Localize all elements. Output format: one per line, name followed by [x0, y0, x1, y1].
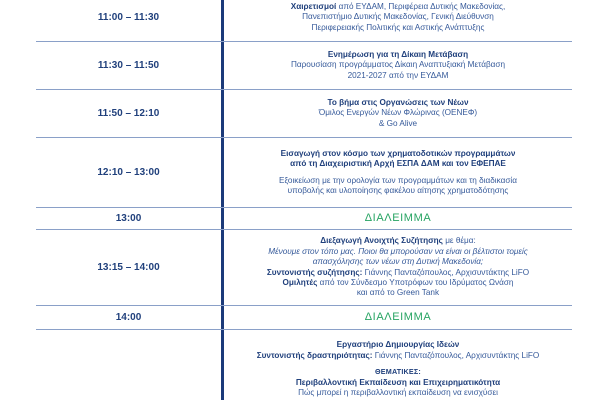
- schedule-time: [36, 330, 224, 400]
- schedule-row: [36, 0, 572, 42]
- break-title: ΔΙΑΛΕΙΜΜΑ: [364, 212, 432, 225]
- schedule-time: 14:00: [36, 306, 224, 329]
- content-line: [327, 98, 468, 108]
- content-text: Εξοικείωση με την ορολογία των προγραμμάτων και τη διαδικασία: [279, 175, 517, 185]
- schedule-content: [224, 306, 572, 329]
- content-line: [268, 247, 528, 257]
- schedule-row: [36, 208, 572, 230]
- content-line: [320, 236, 476, 246]
- schedule-time: 13:15 – 14:00: [36, 230, 224, 305]
- content-line: [281, 149, 516, 159]
- schedule-content: [224, 90, 572, 137]
- content-bold-text: Χαιρετισμοί: [290, 1, 337, 11]
- schedule-time: 11:00 – 11:30: [36, 0, 224, 41]
- content-line: [290, 159, 506, 169]
- content-bold-text: Συντονιστής δραστηριότητας:: [256, 350, 373, 360]
- content-line: [348, 71, 449, 81]
- content-line: [257, 351, 540, 361]
- content-bold-text: Διεξαγωγή Ανοιχτής Συζήτησης: [320, 236, 443, 246]
- content-line: [313, 257, 483, 267]
- content-line: [296, 378, 500, 388]
- content-text: Γιάννης Πανταζόπουλος, Αρχισυντάκτης LiFO: [372, 350, 540, 360]
- content-text: με θέμα:: [442, 236, 476, 246]
- content-bold-text: Εισαγωγή στον κόσμο των χρηματοδοτικών προγραμμάτων: [280, 148, 516, 158]
- content-line: [298, 388, 498, 398]
- schedule-row: [36, 230, 572, 306]
- schedule-row: [36, 42, 572, 90]
- content-text: Πανεπιστήμιο Δυτικής Μακεδονίας, Γενική Διεύθυνση: [302, 12, 494, 22]
- content-text: Όμιλος Ενεργών Νέων Φλώρινας (ΟΕΝΕΦ): [318, 108, 478, 118]
- schedule-time: 13:00: [36, 208, 224, 229]
- content-bold-text: Συντονιστής συζήτησης:: [266, 267, 363, 277]
- content-line: [337, 340, 460, 350]
- content-bold-text: Ενημέρωση για τη Δίκαιη Μετάβαση: [327, 49, 469, 59]
- content-bold-text: Το βήμα στις Οργανώσεις των Νέων: [327, 97, 469, 107]
- content-bold-text: Ομιλητές: [282, 277, 318, 287]
- content-line: [328, 50, 468, 60]
- schedule-row: [36, 330, 572, 400]
- schedule-row: [36, 138, 572, 208]
- content-line: [379, 119, 417, 129]
- content-text: 2021-2027 από την ΕΥΔΑΜ: [347, 70, 449, 80]
- content-bold-text: Εργαστήριο Δημιουργίας Ιδεών: [336, 340, 460, 350]
- schedule-content: [224, 230, 572, 305]
- content-text: Περιφερειακής Πολιτικής και Αστικής Ανάπτυξης: [311, 22, 485, 32]
- content-bold-text: Περιβαλλοντική Εκπαίδευση και Επιχειρηματικότητα: [295, 377, 501, 387]
- content-bold-text: από τη Διαχειριστική Αρχή ΕΣΠΑ ΔΑΜ και τον ΕΦΕΠΑΕ: [290, 159, 506, 169]
- content-line: [279, 176, 517, 186]
- content-text: υποβολής και υλοποίησης φακέλου αίτησης χρηματοδότησης: [287, 185, 509, 195]
- content-line: [319, 108, 477, 118]
- content-text: Γιάννης Πανταζόπουλος, Αρχισυντάκτης LiFO: [362, 267, 530, 277]
- schedule-content: [224, 208, 572, 229]
- content-line: [267, 268, 529, 278]
- content-italic-text: Μένουμε στον τόπο μας. Ποιοι θα μπορούσαν να είναι οι βέλτιστοι τομείς: [268, 246, 528, 256]
- content-line: [302, 12, 494, 22]
- content-text: Παρουσίαση προγράμματος Δίκαιη Αναπτυξιακή Μετάβαση: [291, 60, 505, 70]
- content-line: [291, 2, 505, 12]
- break-title: ΔΙΑΛΕΙΜΜΑ: [364, 311, 432, 324]
- content-text: από ΕΥΔΑΜ, Περιφέρεια Δυτικής Μακεδονίας,: [336, 1, 506, 11]
- content-line: [291, 60, 505, 70]
- schedule-time: 11:50 – 12:10: [36, 90, 224, 137]
- schedule-time: 11:30 – 11:50: [36, 42, 224, 89]
- content-line: [288, 186, 509, 196]
- schedule-content: [224, 42, 572, 89]
- schedule-time: 12:10 – 13:00: [36, 138, 224, 207]
- content-text: και από το Green Tank: [356, 288, 440, 298]
- content-italic-text: απασχόλησης των νέων στη Δυτική Μακεδονία;: [312, 257, 484, 267]
- thematic-label: ΘΕΜΑΤΙΚΕΣ:: [374, 367, 422, 377]
- content-text: από τον Σύνδεσμο Υποτρόφων του Ιδρύματος Ωνάση: [317, 277, 514, 287]
- content-line: [283, 278, 514, 288]
- content-line: [312, 23, 485, 33]
- schedule-content: [224, 330, 572, 400]
- content-text: & Go Alive: [378, 118, 418, 128]
- content-text: Πώς μπορεί η περιβαλλοντική εκπαίδευση να ενισχύσει: [298, 388, 498, 398]
- schedule-content: [224, 138, 572, 207]
- content-line: [357, 288, 439, 298]
- schedule-row: [36, 306, 572, 330]
- content-line: [375, 367, 421, 377]
- schedule-content: [224, 0, 572, 41]
- schedule-row: [36, 90, 572, 138]
